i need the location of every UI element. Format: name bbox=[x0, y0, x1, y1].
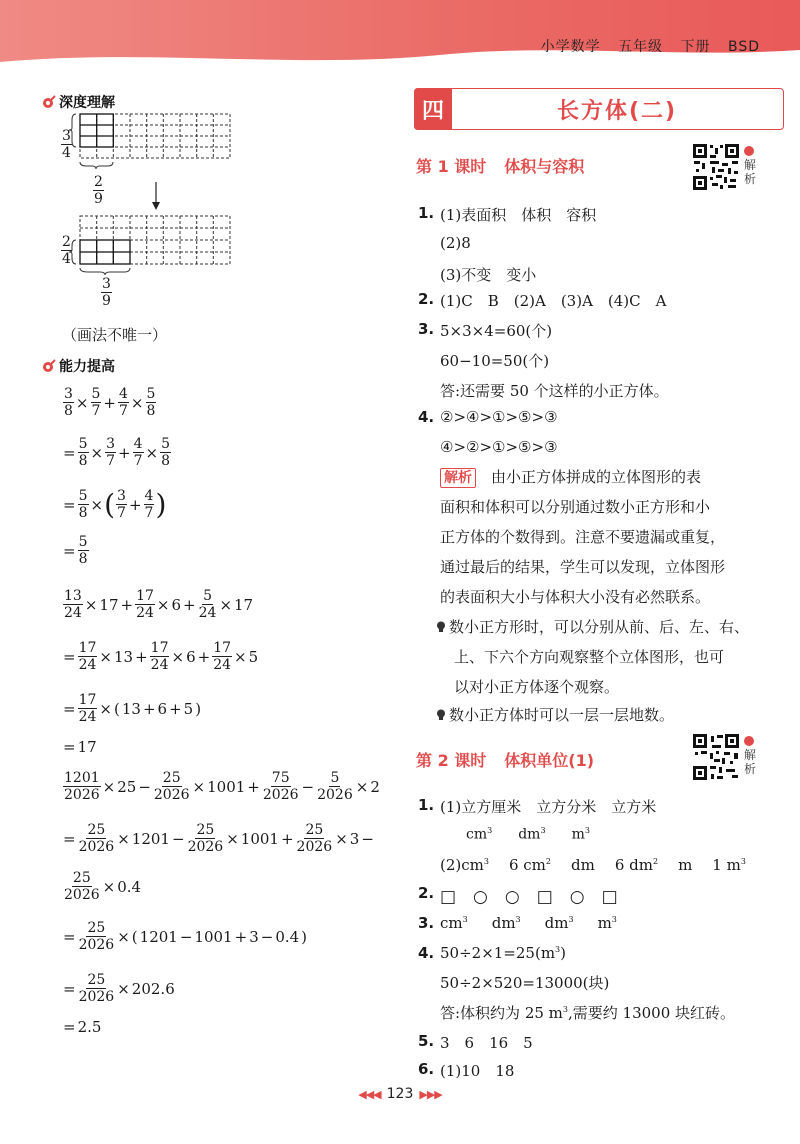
fraction: $\frac{25}{2026}$ bbox=[64, 870, 100, 903]
math-text: × bbox=[145, 443, 159, 462]
answer-line: (1)C B (2)A (3)A (4)C A bbox=[440, 292, 667, 310]
math-text: 25 bbox=[117, 777, 137, 796]
math-text: − bbox=[171, 829, 185, 848]
answer-line bbox=[440, 914, 617, 932]
qr-code-icon[interactable] bbox=[692, 733, 740, 781]
page-number: 123 bbox=[386, 1086, 414, 1102]
math-text: × bbox=[234, 647, 247, 666]
math-text: − bbox=[260, 927, 274, 946]
question-number: 4. bbox=[418, 408, 435, 426]
diagram2-side-fraction bbox=[61, 234, 72, 267]
frac-numerator: 3 bbox=[62, 128, 71, 144]
math-text: × bbox=[355, 777, 369, 796]
superscript: 3 bbox=[584, 826, 590, 835]
answer-line: □ ○ ○ □ ○ □ bbox=[440, 887, 618, 907]
math-text: ) bbox=[195, 699, 202, 718]
fraction: $\frac{5}{8}$ bbox=[146, 386, 156, 419]
tip-line: 以对小正方体逐个观察。 bbox=[454, 678, 620, 696]
equation-end: ) bbox=[560, 944, 566, 962]
question-number: 5. bbox=[418, 1032, 435, 1050]
superscript: 3 bbox=[562, 1005, 568, 1014]
fraction: $\frac{75}{2026}$ bbox=[262, 770, 299, 803]
explanation-line: 正方体的个数得到。注意不要遗漏或重复， bbox=[440, 528, 726, 546]
diagram1-bottom-fraction bbox=[93, 174, 104, 207]
frac-numerator: 2 bbox=[94, 174, 103, 190]
math-text: × bbox=[84, 595, 98, 614]
unit: dm bbox=[571, 856, 595, 874]
qr-code-icon[interactable] bbox=[692, 143, 740, 191]
fraction: $\frac{17}{24}$ bbox=[136, 588, 154, 621]
math-text: − bbox=[138, 777, 151, 796]
question-number: 1. bbox=[418, 796, 435, 814]
calc-line bbox=[62, 640, 259, 673]
math-text: + bbox=[280, 829, 294, 848]
calc-line bbox=[62, 588, 254, 621]
math-text: × bbox=[219, 595, 233, 614]
unit: dm bbox=[544, 914, 569, 932]
calc-line bbox=[62, 386, 157, 419]
math-text: 17 bbox=[77, 738, 97, 756]
explanation-line: 通过最后的结果，学生可以发现，立体图形 bbox=[440, 558, 726, 576]
answer-line bbox=[440, 856, 746, 874]
answer-line: ④>②>①>⑤>③ bbox=[440, 438, 558, 456]
fraction: $\frac{3}{7}$ bbox=[117, 488, 126, 521]
math-text: 5 bbox=[248, 647, 259, 666]
answer-line bbox=[466, 826, 590, 843]
math-text: = bbox=[63, 829, 76, 848]
fraction: $\frac{5}{8}$ bbox=[78, 436, 88, 469]
frac-numerator: 3 bbox=[102, 276, 111, 292]
unit: cm bbox=[466, 826, 488, 843]
math-text: × bbox=[226, 829, 239, 848]
math-text: = bbox=[63, 979, 76, 998]
math-text: × bbox=[156, 595, 170, 614]
math-text: − bbox=[361, 829, 374, 848]
answer-line bbox=[440, 1002, 735, 1023]
math-text: + bbox=[128, 495, 142, 514]
calc-line bbox=[62, 770, 381, 803]
explanation-text: 由小正方体拼成的立体图形的表 bbox=[476, 468, 702, 486]
superscript: 3 bbox=[540, 826, 546, 835]
left-arrows-icon: ◀◀◀ bbox=[358, 1088, 381, 1101]
math-text: 1001 bbox=[194, 927, 233, 946]
calc-line bbox=[62, 488, 166, 521]
parenthesis: ( bbox=[104, 487, 116, 521]
math-text: 2 bbox=[370, 777, 380, 796]
answer-line: ②>④>①>⑤>③ bbox=[440, 408, 558, 426]
unit: 6 cm bbox=[508, 856, 546, 874]
answer-line: (2)8 bbox=[440, 234, 471, 252]
math-text: 1001 bbox=[207, 777, 246, 796]
calc-line bbox=[62, 870, 142, 903]
math-text: = bbox=[63, 541, 76, 560]
lesson-1-number: 第 1 课时 bbox=[416, 157, 487, 176]
question-number: 2. bbox=[418, 884, 435, 902]
superscript: 3 bbox=[611, 915, 617, 924]
math-text: = bbox=[63, 495, 76, 514]
calc-line bbox=[62, 534, 90, 567]
header-volume: 下册 bbox=[680, 39, 711, 55]
answer-line: (3)不变 变小 bbox=[440, 266, 537, 284]
math-text: 0.4 bbox=[275, 927, 300, 946]
calc-line bbox=[62, 436, 172, 469]
math-text: 1201 bbox=[131, 829, 170, 848]
math-text: 5 bbox=[183, 699, 194, 718]
play-icon bbox=[744, 146, 754, 156]
unit: 6 dm bbox=[614, 856, 653, 874]
calc-line bbox=[62, 972, 176, 1005]
tip-line: 上、下六个方向观察整个立体图形，也可 bbox=[454, 648, 725, 666]
superscript: 3 bbox=[740, 857, 746, 866]
math-text: 13 bbox=[121, 699, 141, 718]
fraction: $\frac{25}{2026}$ bbox=[78, 920, 115, 953]
fraction: $\frac{3}{7}$ bbox=[106, 436, 115, 469]
math-text: + bbox=[183, 595, 196, 614]
question-number: 4. bbox=[418, 944, 435, 962]
fraction: $\frac{25}{2026}$ bbox=[153, 770, 190, 803]
math-text: + bbox=[247, 777, 260, 796]
equation: 50÷2×1=25(m bbox=[440, 944, 556, 962]
math-text: × bbox=[90, 443, 104, 462]
sec2-title: 能力提高 bbox=[59, 359, 115, 375]
math-text: × bbox=[130, 393, 144, 412]
math-text: × bbox=[99, 647, 112, 666]
math-text: = bbox=[63, 699, 76, 718]
question-number: 3. bbox=[418, 320, 435, 338]
explanation-tag: 解析 bbox=[440, 468, 476, 488]
tip-text: 数小正方体时可以一层一层地数。 bbox=[449, 706, 675, 724]
sec1-title: 深度理解 bbox=[59, 95, 115, 111]
parenthesis: ) bbox=[155, 487, 167, 521]
superscript: 3 bbox=[568, 915, 574, 924]
math-text: × bbox=[117, 829, 130, 848]
math-text: × bbox=[117, 927, 130, 946]
fraction: $\frac{17}{24}$ bbox=[78, 640, 97, 673]
unit: m bbox=[571, 826, 585, 843]
unit: (2)cm bbox=[440, 856, 484, 874]
fraction: $\frac{5}{24}$ bbox=[198, 588, 217, 621]
fraction-area-diagram-2 bbox=[58, 214, 248, 294]
unit: m bbox=[678, 856, 693, 874]
math-text: × bbox=[335, 829, 348, 848]
math-text: − bbox=[301, 777, 315, 796]
fraction: $\frac{17}{24}$ bbox=[213, 640, 232, 673]
calc-line bbox=[62, 738, 98, 756]
unit: dm bbox=[518, 826, 541, 843]
math-text: 6 bbox=[186, 647, 196, 666]
math-text: 2.5 bbox=[77, 1018, 102, 1036]
explanation-line: 面积和体积可以分别通过数小正方形和小 bbox=[440, 498, 711, 516]
fraction: $\frac{5}{8}$ bbox=[78, 488, 88, 521]
section-deep-understanding bbox=[42, 92, 115, 112]
header-subject: 小学数学 bbox=[540, 39, 601, 55]
math-text: ( bbox=[113, 699, 120, 718]
math-text: × bbox=[102, 877, 116, 896]
lesson-2-heading bbox=[416, 748, 594, 771]
question-number: 6. bbox=[418, 1060, 435, 1078]
math-text: + bbox=[118, 443, 131, 462]
superscript: 3 bbox=[487, 826, 493, 835]
fraction: $\frac{5}{8}$ bbox=[161, 436, 170, 469]
unit: dm bbox=[491, 914, 516, 932]
answer-line: 3 6 16 5 bbox=[440, 1034, 533, 1052]
answer-line: (1)立方厘米 立方分米 立方米 bbox=[440, 798, 657, 816]
math-text: = bbox=[63, 927, 76, 946]
fraction: $\frac{5}{8}$ bbox=[78, 534, 88, 567]
qr-label: 解析 bbox=[744, 748, 757, 776]
chapter-number: 四 bbox=[414, 88, 452, 130]
fraction: $\frac{25}{2026}$ bbox=[78, 972, 115, 1005]
math-text: × bbox=[171, 647, 185, 666]
math-text: 202.6 bbox=[131, 979, 175, 998]
math-text: + bbox=[169, 699, 182, 718]
fraction: $\frac{5}{7}$ bbox=[91, 386, 101, 419]
calc-line bbox=[62, 822, 375, 855]
fraction: $\frac{4}{7}$ bbox=[144, 488, 154, 521]
math-text: 1201 bbox=[139, 927, 178, 946]
down-arrow-icon bbox=[150, 182, 162, 212]
superscript: 2 bbox=[545, 857, 551, 866]
header-grade: 五年级 bbox=[618, 39, 664, 55]
math-text: × bbox=[90, 495, 104, 514]
answer-line: 答:还需要 50 个这样的小正方体。 bbox=[440, 382, 669, 400]
fraction: $\frac{4}{7}$ bbox=[133, 436, 143, 469]
page-footer bbox=[0, 1086, 800, 1102]
play-icon bbox=[744, 736, 754, 746]
chapter-title: 长方体(二) bbox=[556, 98, 678, 124]
answer-line: (1)10 18 bbox=[440, 1062, 515, 1080]
math-text: × bbox=[99, 699, 112, 718]
frac-numerator: 2 bbox=[62, 234, 71, 250]
math-text: 1001 bbox=[240, 829, 279, 848]
frac-denominator: 4 bbox=[62, 145, 71, 161]
math-text: 0.4 bbox=[117, 877, 142, 896]
math-text: 3 bbox=[249, 927, 259, 946]
fraction: $\frac{3}{8}$ bbox=[64, 386, 73, 419]
fraction: $\frac{25}{2026}$ bbox=[78, 822, 115, 855]
qr-label: 解析 bbox=[744, 158, 757, 186]
math-text: = bbox=[63, 443, 76, 462]
tip-text: 数小正方形时，可以分别从前、后、左、右、 bbox=[449, 618, 750, 636]
superscript: 3 bbox=[515, 915, 521, 924]
math-text: × bbox=[117, 979, 130, 998]
lightbulb-icon bbox=[436, 621, 446, 633]
superscript: 3 bbox=[462, 915, 468, 924]
unit: 1 m bbox=[712, 856, 741, 874]
unit: cm bbox=[440, 914, 463, 932]
math-text: = bbox=[63, 1018, 76, 1036]
math-text: + bbox=[120, 595, 134, 614]
calc-line bbox=[62, 692, 202, 725]
section-ability-improvement bbox=[42, 356, 115, 376]
math-text: = bbox=[63, 647, 76, 666]
math-text: + bbox=[234, 927, 248, 946]
fraction: $\frac{4}{7}$ bbox=[119, 386, 128, 419]
fraction: $\frac{5}{2026}$ bbox=[317, 770, 353, 803]
math-text: 13 bbox=[113, 647, 134, 666]
fraction: $\frac{13}{24}$ bbox=[64, 588, 82, 621]
answer-text: 答:体积约为 25 m bbox=[440, 1004, 563, 1022]
calc-line bbox=[62, 1018, 102, 1036]
answer-line: 60−10=50(个) bbox=[440, 352, 550, 370]
math-text: 6 bbox=[171, 595, 182, 614]
math-text: + bbox=[197, 647, 211, 666]
section-icon bbox=[42, 359, 56, 373]
fraction: $\frac{17}{24}$ bbox=[150, 640, 169, 673]
math-text: = bbox=[63, 738, 76, 756]
header-info bbox=[529, 36, 760, 56]
math-text: 17 bbox=[234, 595, 254, 614]
question-number: 1. bbox=[418, 204, 435, 222]
math-text: 6 bbox=[157, 699, 168, 718]
tip-line bbox=[436, 612, 749, 642]
lesson-1-title: 体积与容积 bbox=[504, 157, 585, 176]
math-text: + bbox=[103, 393, 116, 412]
frac-denominator: 9 bbox=[102, 293, 111, 309]
fraction: $\frac{17}{24}$ bbox=[78, 692, 97, 725]
fraction: $\frac{25}{2026}$ bbox=[296, 822, 333, 855]
lesson-1-heading bbox=[416, 154, 584, 177]
lesson-2-number: 第 2 课时 bbox=[416, 751, 487, 770]
math-text: × bbox=[192, 777, 206, 796]
section-icon bbox=[42, 95, 56, 109]
math-text: + bbox=[142, 699, 156, 718]
tip-line bbox=[436, 700, 674, 730]
question-number: 2. bbox=[418, 290, 435, 308]
explanation-line bbox=[440, 462, 701, 492]
question-number: 3. bbox=[418, 914, 435, 932]
diagram1-side-fraction bbox=[61, 128, 72, 161]
calc-line bbox=[62, 920, 308, 953]
math-text: ( bbox=[131, 927, 138, 946]
math-text: ) bbox=[301, 927, 308, 946]
diagram2-bottom-fraction bbox=[101, 276, 112, 309]
math-text: × bbox=[75, 393, 89, 412]
superscript: 2 bbox=[652, 857, 659, 866]
answer-line bbox=[440, 944, 566, 962]
fraction: $\frac{1201}{2026}$ bbox=[64, 770, 100, 803]
superscript: 3 bbox=[483, 857, 489, 866]
header-edition: BSD bbox=[727, 39, 760, 55]
answer-line: (1)表面积 体积 容积 bbox=[440, 206, 597, 224]
lightbulb-icon bbox=[436, 709, 446, 721]
fraction: $\frac{25}{2026}$ bbox=[187, 822, 224, 855]
explanation-line: 的表面积大小与体积大小没有必然联系。 bbox=[440, 588, 711, 606]
math-text: + bbox=[135, 647, 148, 666]
math-text: 3 bbox=[349, 829, 360, 848]
frac-denominator: 4 bbox=[62, 251, 71, 267]
math-text: × bbox=[102, 777, 116, 796]
drawing-note: （画法不唯一） bbox=[62, 326, 168, 344]
math-text: − bbox=[179, 927, 193, 946]
answer-text: ,需要约 13000 块红砖。 bbox=[568, 1004, 736, 1022]
right-arrows-icon: ▶▶▶ bbox=[419, 1088, 442, 1101]
lesson-2-title: 体积单位(1) bbox=[504, 751, 595, 770]
superscript: 3 bbox=[555, 945, 561, 954]
answer-line: 50÷2×520=13000(块) bbox=[440, 974, 610, 992]
frac-denominator: 9 bbox=[94, 191, 103, 207]
math-text: 17 bbox=[99, 595, 119, 614]
answer-line: 5×3×4=60(个) bbox=[440, 322, 553, 340]
unit: m bbox=[597, 914, 612, 932]
